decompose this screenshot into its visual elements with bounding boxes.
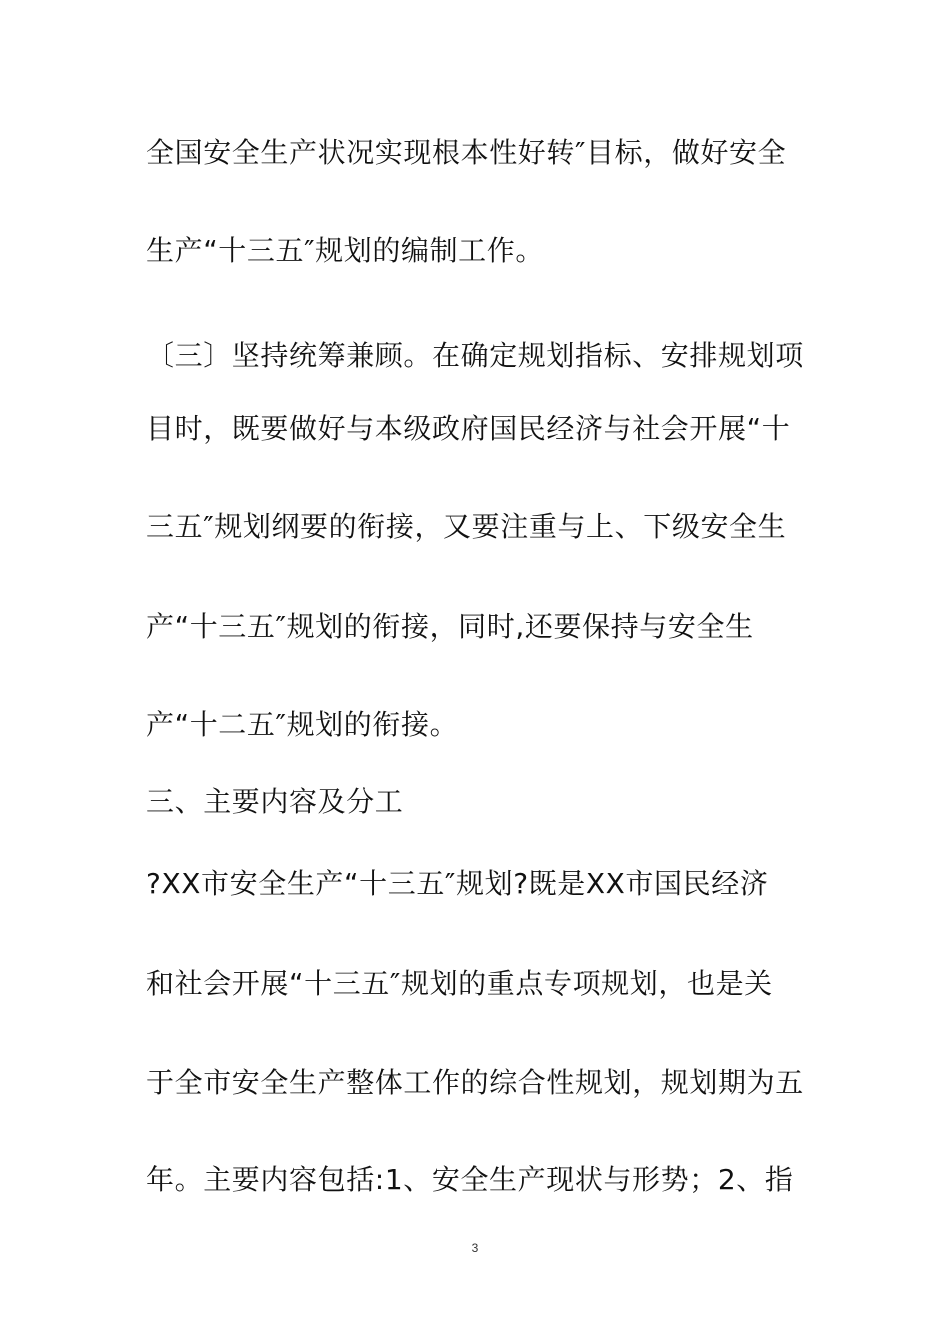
section-heading: 三、主要内容及分工 [146, 785, 404, 818]
paragraph-line: ?XX市安全生产“十三五″规划?既是XX市国民经济 [146, 867, 769, 900]
paragraph-line: 年。主要内容包括:1、安全生产现状与形势；2、指 [146, 1163, 794, 1196]
paragraph-line: 全国安全生产状况实现根本性好转″目标，做好安全 [146, 136, 787, 169]
section-heading-line: 〔三〕坚持统筹兼顾。在确定规划指标、安排规划项 [146, 339, 804, 372]
paragraph-line: 生产“十三五″规划的编制工作。 [146, 234, 544, 267]
paragraph-line: 产“十三五″规划的衔接，同时,还要保持与安全生 [146, 610, 754, 643]
paragraph-line: 于全市安全生产整体工作的综合性规划，规划期为五 [146, 1066, 804, 1099]
paragraph-line: 三五″规划纲要的衔接，又要注重与上、下级安全生 [146, 510, 787, 543]
paragraph-line: 目时，既要做好与本级政府国民经济与社会开展“十 [146, 412, 791, 445]
paragraph-line: 和社会开展“十三五″规划的重点专项规划，也是关 [146, 967, 773, 1000]
paragraph-line: 产“十二五″规划的衔接。 [146, 708, 459, 741]
page-number: 3 [471, 1241, 479, 1255]
